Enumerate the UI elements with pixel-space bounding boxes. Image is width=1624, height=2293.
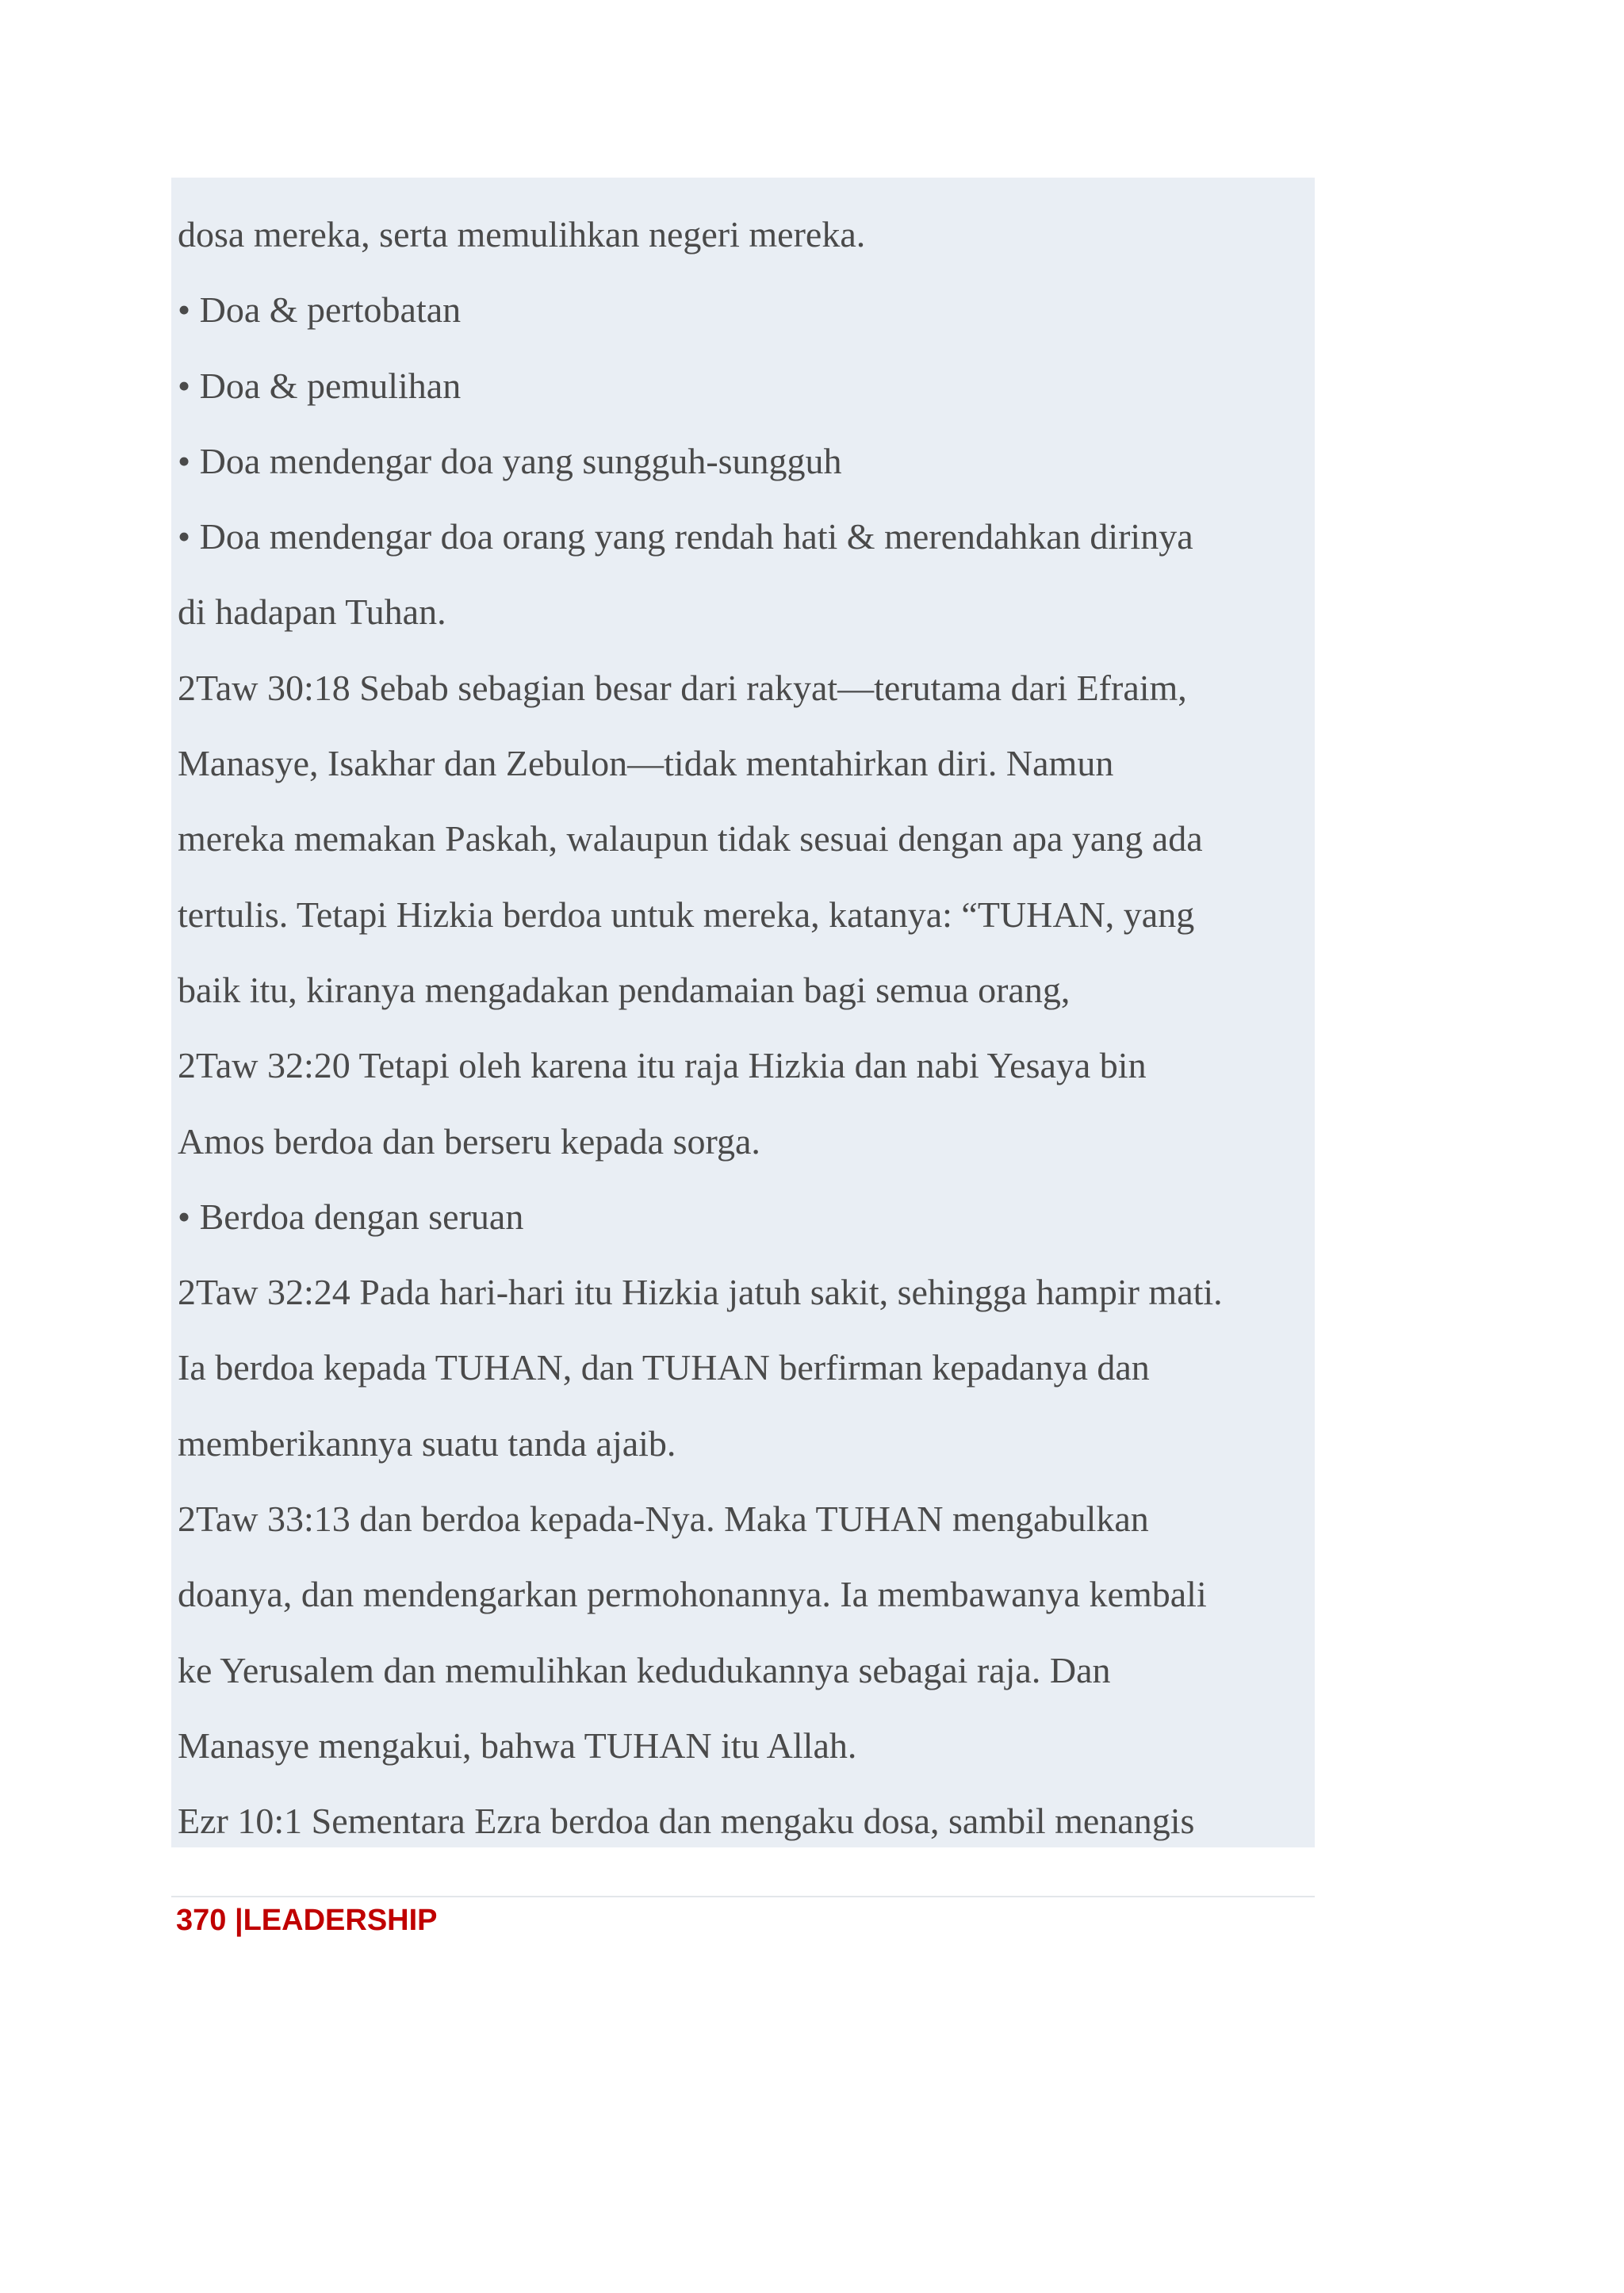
bullet-item: • Doa mendengar doa yang sungguh-sungguh [178, 440, 842, 481]
verse-line: 2Taw 32:24 Pada hari-hari itu Hizkia jatuh sakit, sehingga hampir mati. [178, 1272, 1223, 1313]
page-footer-label: 370 |LEADERSHIP [176, 1904, 438, 1937]
footer-divider [171, 1896, 1315, 1897]
verse-line: doanya, dan mendengarkan permohonannya. Ia membawanya kembali [178, 1574, 1207, 1615]
text-line: di hadapan Tuhan. [178, 591, 446, 633]
verse-line: baik itu, kiranya mengadakan pendamaian bagi semua orang, [178, 969, 1071, 1010]
bullet-item: • Doa & pertobatan [178, 289, 462, 331]
verse-line: 2Taw 33:13 dan berdoa kepada-Nya. Maka TUHAN mengabulkan [178, 1499, 1149, 1540]
verse-line: Amos berdoa dan berseru kepada sorga. [178, 1120, 760, 1162]
verse-line: Manasye, Isakhar dan Zebulon—tidak mentahirkan diri. Namun [178, 743, 1114, 784]
highlighted-text-block [171, 178, 1315, 1847]
verse-line: Ezr 10:1 Sementara Ezra berdoa dan mengaku dosa, sambil menangis [178, 1801, 1195, 1842]
verse-line: ke Yerusalem dan memulihkan kedudukannya sebagai raja. Dan [178, 1649, 1111, 1690]
verse-line: tertulis. Tetapi Hizkia berdoa untuk mereka, katanya: “TUHAN, yang [178, 894, 1195, 935]
verse-line: 2Taw 30:18 Sebab sebagian besar dari rakyat—terutama dari Efraim, [178, 667, 1187, 708]
verse-line: Ia berdoa kepada TUHAN, dan TUHAN berfirman kepadanya dan [178, 1347, 1150, 1388]
verse-line: Manasye mengakui, bahwa TUHAN itu Allah. [178, 1725, 857, 1766]
bullet-item: • Berdoa dengan seruan [178, 1196, 524, 1237]
bullet-item: • Doa & pemulihan [178, 365, 462, 406]
verse-line: mereka memakan Paskah, walaupun tidak sesuai dengan apa yang ada [178, 818, 1203, 859]
text-line: dosa mereka, serta memulihkan negeri mereka. [178, 214, 866, 255]
verse-line: memberikannya suatu tanda ajaib. [178, 1422, 676, 1464]
verse-line: 2Taw 32:20 Tetapi oleh karena itu raja Hizkia dan nabi Yesaya bin [178, 1045, 1147, 1086]
bullet-item: • Doa mendengar doa orang yang rendah hati & merendahkan dirinya [178, 516, 1193, 557]
